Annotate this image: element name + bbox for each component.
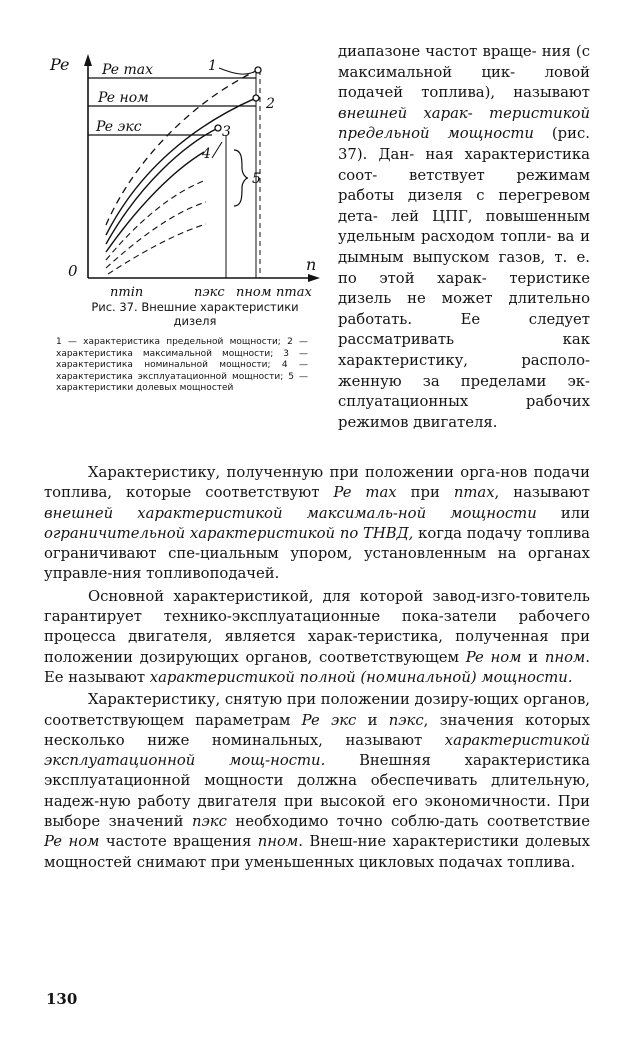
figure-37 bbox=[44, 40, 334, 300]
p3-var-pe-nom: Pe ном bbox=[44, 833, 100, 851]
right-line: женную за пределами эк- bbox=[338, 372, 590, 390]
tick-n-eks: nэкс bbox=[194, 285, 225, 300]
label-pe-eks: Pe экс bbox=[96, 119, 142, 135]
right-line: ния (с максимальной цик- bbox=[338, 43, 590, 81]
p3-text: необходимо точно соблю-дать соответствие bbox=[235, 813, 590, 831]
p1-text: при bbox=[410, 484, 440, 502]
p3-text: Характеристику, снятую при положении дозиру-ющих органов, соответствующем параметрам bbox=[44, 691, 590, 729]
label-4-leader bbox=[212, 142, 222, 158]
curve-label-2: 2 bbox=[266, 96, 275, 112]
right-column-text bbox=[338, 42, 590, 433]
right-line: сплуатационных рабочих bbox=[338, 393, 590, 411]
p1-text: , называют bbox=[494, 484, 590, 502]
tick-n-min: nmin bbox=[110, 285, 144, 300]
tick-n-max: nmax bbox=[276, 285, 312, 300]
caption-title: Рис. 37. Внешние характеристики дизеля bbox=[91, 300, 299, 328]
legend-item-4: 4 — характеристика эксплуатационной мощности; bbox=[56, 360, 308, 382]
legend-item-1: 1 — характеристика предельной мощности; bbox=[56, 337, 281, 347]
curve-label-5: 5 bbox=[252, 171, 261, 187]
right-line: ная характеристика соот- bbox=[338, 145, 590, 184]
p2-text: и bbox=[528, 648, 539, 666]
origin-label: 0 bbox=[68, 262, 78, 280]
label-pe-nom: Pe ном bbox=[98, 90, 149, 106]
p3-var-n-eks-2: nэкс bbox=[191, 813, 227, 831]
right-line: ва и дымным выпуском bbox=[338, 228, 591, 266]
figure-legend bbox=[56, 337, 308, 395]
brace-5-icon bbox=[234, 150, 248, 206]
right-line: лей ЦПГ, повышенным bbox=[391, 207, 590, 225]
p1-term-limit-tnvd: ограничительной характеристикой по ТНВД, bbox=[44, 524, 414, 542]
p2-term-nominal-power: характеристикой полной (номинальной) мощности. bbox=[149, 668, 573, 686]
p2-text: . Ее называют bbox=[44, 648, 590, 686]
right-line: ловой подачей топлива), bbox=[338, 63, 590, 102]
y-axis-arrow-icon bbox=[84, 54, 92, 66]
right-line: (рис. 37). Дан- bbox=[338, 125, 590, 163]
p3-term-operational-power: характеристикой эксплуатационной мощ-ности. bbox=[44, 731, 590, 770]
p2-text: Основной характеристикой, для которой завод-изго-товитель гарантирует технико-эксплуатационные пока-затели рабочего процесса двигателя, является харак-теристика, полученная при положении дозирующих органов, соответствующем bbox=[44, 587, 590, 666]
p3-text: , значения которых несколько ниже номинальных, называют bbox=[44, 711, 590, 749]
right-line: режимов двигателя. bbox=[338, 413, 498, 431]
p2-var-n-nom: nном bbox=[544, 648, 586, 666]
p3-var-n-nom: nном bbox=[257, 833, 299, 851]
p3-var-n-eks: nэкс bbox=[388, 711, 424, 729]
legend-item-5: 5 — характеристики долевых мощностей bbox=[56, 371, 308, 393]
curve-label-3: 3 bbox=[222, 124, 231, 140]
figure-caption bbox=[70, 300, 320, 328]
p2-var-pe-nom: Pe ном bbox=[465, 648, 522, 666]
legend-item-3: 3 — характеристика номинальной мощности; bbox=[56, 348, 308, 370]
p3-text: частоте вращения bbox=[105, 833, 252, 851]
label-1-leader bbox=[219, 68, 254, 74]
curve-5b-partial-power bbox=[106, 202, 206, 268]
right-line: характеристику, располо- bbox=[338, 351, 590, 369]
curve-5c-partial-power bbox=[108, 224, 206, 274]
right-line: длительно работать. Ее bbox=[338, 290, 590, 328]
right-line: теристике дизель не может bbox=[338, 269, 590, 308]
right-line: называют bbox=[513, 84, 590, 102]
x-axis-arrow-icon bbox=[308, 274, 320, 282]
main-text bbox=[44, 463, 590, 873]
right-line: дизеля с перегревом дета- bbox=[338, 187, 590, 225]
legend-item-2: 2 — характеристика максимальной мощности; bbox=[56, 337, 308, 359]
paragraph-2 bbox=[44, 587, 590, 688]
right-line: диапазоне частот враще- bbox=[338, 43, 537, 60]
x-axis-label: n bbox=[306, 255, 317, 274]
y-axis-label: Pe bbox=[50, 55, 70, 74]
p3-var-pe-eks: Pe экс bbox=[301, 711, 357, 729]
right-line-italic: теристикой предельной bbox=[338, 104, 590, 143]
external-characteristics-graph bbox=[44, 40, 334, 300]
right-line: следует рассматривать как bbox=[338, 310, 590, 349]
right-line-italic: мощности bbox=[447, 125, 534, 143]
curve-1-endpoint bbox=[255, 67, 261, 73]
tick-n-nom: nном bbox=[236, 285, 272, 300]
curve-label-1: 1 bbox=[208, 58, 217, 74]
curve-label-4: 4 bbox=[202, 146, 211, 162]
right-line-italic: внешней харак- bbox=[338, 104, 473, 122]
p3-text: и bbox=[367, 711, 378, 729]
paragraph-3 bbox=[44, 690, 590, 873]
p1-text: или bbox=[560, 504, 590, 522]
p3-text: . Внеш-ние характеристики долевых мощностей снимают при уменьшенных цикловых подачах топлива. bbox=[44, 833, 590, 871]
p1-term-max-power: внешней характеристикой максималь-ной мощности bbox=[44, 504, 537, 522]
p1-text: Характеристику, полученную при положении орга-нов подачи топлива, которые соответствуют bbox=[44, 464, 590, 502]
right-line: удельным расходом топли- bbox=[338, 228, 552, 246]
right-line: ветствует режимам работы bbox=[338, 166, 590, 205]
p1-var-n-max: nmax bbox=[453, 484, 495, 502]
paragraph-1 bbox=[44, 463, 590, 585]
right-line: газов, т. е. по этой харак- bbox=[338, 248, 590, 287]
p1-text: когда подачу топлива ограничивают спе-циальным упором, установленным на органах управле-ния топливоподачей. bbox=[44, 524, 590, 583]
curve-2-endpoint bbox=[253, 95, 259, 101]
p1-var-pe-max: Pe max bbox=[333, 484, 397, 502]
page-number: 130 bbox=[46, 990, 78, 1008]
curve-3-endpoint bbox=[215, 125, 221, 131]
label-pe-max: Pe max bbox=[102, 62, 154, 78]
p3-text: Внешняя характеристика эксплуатационной мощности должна обеспечивать длительную, надеж-ную работу двигателя при высокой его экономичности. При выборе значений bbox=[44, 752, 590, 831]
